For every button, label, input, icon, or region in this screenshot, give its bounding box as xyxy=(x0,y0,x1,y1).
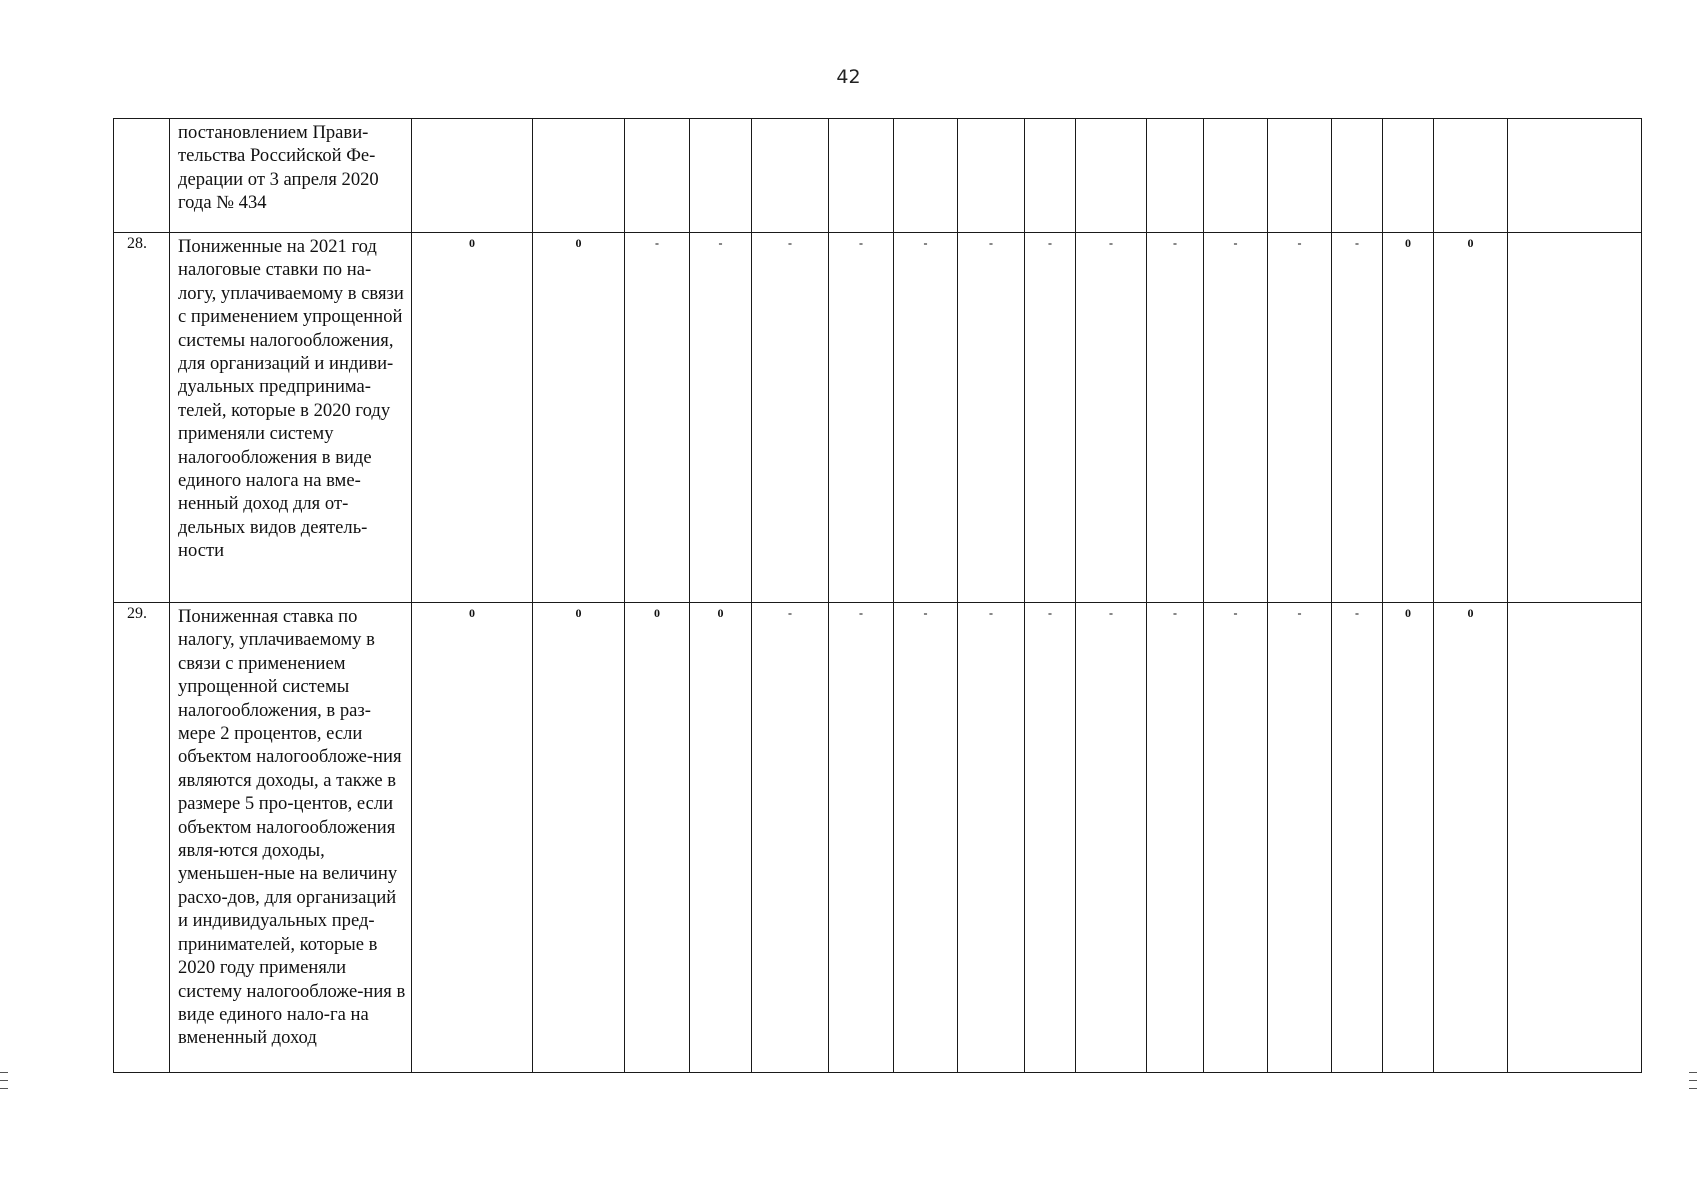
value-cell: 0 xyxy=(1383,233,1434,603)
value-cell xyxy=(1508,233,1642,603)
description-cell: постановлением Прави-тельства Российской Фе-дерации от 3 апреля 2020 года № 434 xyxy=(170,119,412,233)
value-cell: - xyxy=(1147,603,1204,1073)
margin-marks-left xyxy=(0,1072,8,1096)
value-cell: - xyxy=(1268,603,1332,1073)
value-cell xyxy=(958,119,1025,233)
value-cell: - xyxy=(1332,603,1383,1073)
value-cell xyxy=(412,119,533,233)
value-cell: - xyxy=(1076,233,1147,603)
value-cell xyxy=(1025,119,1076,233)
value-cell xyxy=(752,119,829,233)
row-number-cell: 28. xyxy=(114,233,170,603)
value-cell xyxy=(1332,119,1383,233)
row-number-cell xyxy=(114,119,170,233)
value-cell xyxy=(1383,119,1434,233)
value-cell: 0 xyxy=(1434,233,1508,603)
value-cell xyxy=(829,119,894,233)
value-cell: 0 xyxy=(690,603,752,1073)
data-table xyxy=(113,118,1642,1073)
value-cell: 0 xyxy=(625,603,690,1073)
value-cell: - xyxy=(1204,603,1268,1073)
value-cell xyxy=(1147,119,1204,233)
value-cell: 0 xyxy=(533,603,625,1073)
value-cell: - xyxy=(690,233,752,603)
value-cell: - xyxy=(1204,233,1268,603)
value-cell: - xyxy=(829,603,894,1073)
value-cell: - xyxy=(752,233,829,603)
description-cell: Пониженная ставка по налогу, уплачиваемому в связи с применением упрощенной системы налогообложения, в раз-мере 2 процентов, если объектом налогообложе-ния являются доходы, а также в размере 5 про-центов, если объектом налогообложения явля-ются доходы, уменьшен-ные на величину расхо-дов, для организаций и индивидуальных пред-принимателей, которые в 2020 году применяли систему налогообложе-ния в виде единого нало-га на вмененный доход xyxy=(170,603,412,1073)
value-cell xyxy=(690,119,752,233)
value-cell: - xyxy=(1147,233,1204,603)
value-cell: 0 xyxy=(1434,603,1508,1073)
value-cell xyxy=(1076,119,1147,233)
value-cell xyxy=(1508,603,1642,1073)
value-cell xyxy=(894,119,958,233)
value-cell: - xyxy=(752,603,829,1073)
table-row xyxy=(114,603,1642,1073)
page-number: 42 xyxy=(836,66,861,88)
value-cell: - xyxy=(1268,233,1332,603)
value-cell: - xyxy=(1076,603,1147,1073)
value-cell xyxy=(1434,119,1508,233)
value-cell: 0 xyxy=(533,233,625,603)
value-cell: 0 xyxy=(1383,603,1434,1073)
table-row xyxy=(114,119,1642,233)
value-cell: - xyxy=(958,233,1025,603)
value-cell xyxy=(1268,119,1332,233)
row-number-cell: 29. xyxy=(114,603,170,1073)
value-cell xyxy=(533,119,625,233)
value-cell: - xyxy=(894,233,958,603)
table-row xyxy=(114,233,1642,603)
margin-marks-right xyxy=(1689,1072,1697,1096)
value-cell: - xyxy=(1025,603,1076,1073)
value-cell xyxy=(625,119,690,233)
value-cell xyxy=(1204,119,1268,233)
value-cell: - xyxy=(894,603,958,1073)
value-cell: - xyxy=(829,233,894,603)
value-cell: - xyxy=(1025,233,1076,603)
value-cell: 0 xyxy=(412,233,533,603)
description-cell: Пониженные на 2021 год налоговые ставки по на-логу, уплачиваемому в связи с применением упрощенной системы налогообложения, для организаций и индиви-дуальных предпринима-телей, которые в 2020 году применяли систему налогообложения в виде единого налога на вме-ненный доход для от-дельных видов деятель-ности xyxy=(170,233,412,603)
value-cell: - xyxy=(625,233,690,603)
value-cell: 0 xyxy=(412,603,533,1073)
value-cell xyxy=(1508,119,1642,233)
value-cell: - xyxy=(958,603,1025,1073)
value-cell: - xyxy=(1332,233,1383,603)
